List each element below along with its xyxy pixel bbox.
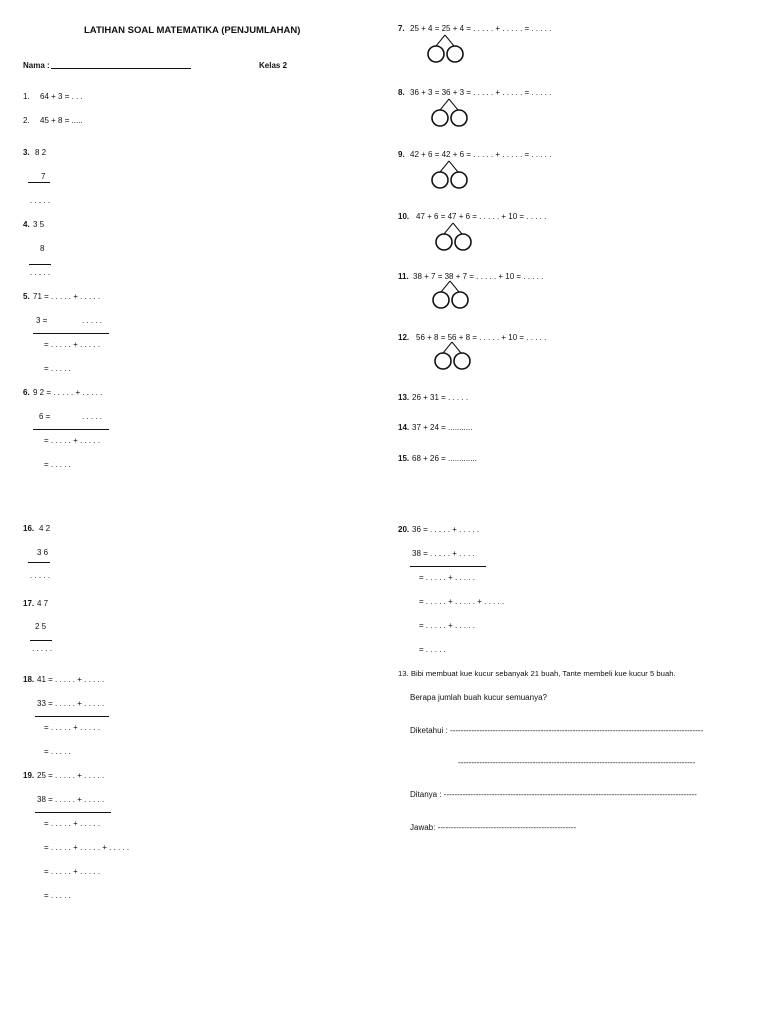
q19-line4: = . . . . . + . . . . . + . . . . .	[44, 843, 130, 852]
q4-top: 3 5	[33, 220, 45, 229]
class-label: Kelas 2	[259, 61, 288, 70]
q16-number: 16.	[23, 524, 35, 533]
q20-line3: = . . . . . + . . . . .	[419, 573, 476, 582]
number-bond-diagram	[432, 340, 474, 372]
q5-sum-line	[33, 333, 109, 334]
q3-number: 3.	[23, 148, 30, 157]
q5-line2-left: 3 =	[36, 316, 48, 325]
q2-text: 45 + 8 = .....	[40, 116, 83, 125]
q17-number: 17.	[23, 599, 35, 608]
q20-line5: = . . . . . + . . . . .	[419, 621, 476, 630]
q5-line2-right: . . . . .	[82, 316, 103, 325]
q10-number: 10.	[398, 212, 410, 221]
number-bond-diagram	[429, 97, 471, 129]
q4-sum-line	[29, 264, 51, 265]
q4-addend: 8	[40, 244, 45, 253]
ditanya-field[interactable]: Ditanya : -----------------------------------------------------------------------------------------------	[410, 790, 697, 799]
story-problem-line1: 13. Bibi membuat kue kucur sebanyak 21 buah, Tante membeli kue kucur 5 buah.	[398, 669, 676, 678]
q1-text: 64 + 3 = . . .	[40, 92, 83, 101]
q6-number: 6.	[23, 388, 30, 397]
q19-line1: 25 = . . . . . + . . . . .	[37, 771, 105, 780]
q2-number: 2.	[23, 116, 30, 125]
q19-line5: = . . . . . + . . . . .	[44, 867, 101, 876]
q11-text: 38 + 7 = 38 + 7 = . . . . . + 10 = . . . . .	[413, 272, 544, 281]
q16-sum-line	[28, 562, 50, 563]
q18-line2: 33 = . . . . . + . . . . .	[37, 699, 105, 708]
q9-number: 9.	[398, 150, 405, 159]
q3-addend: 7	[41, 172, 46, 181]
q17-sum-line	[30, 640, 52, 641]
q11-number: 11.	[398, 272, 409, 281]
q7-text: 25 + 4 = 25 + 4 = . . . . . + . . . . . = . . . . .	[410, 24, 552, 33]
worksheet-title: LATIHAN SOAL MATEMATIKA (PENJUMLAHAN)	[84, 25, 301, 36]
q19-number: 19.	[23, 771, 35, 780]
q12-text: 56 + 8 = 56 + 8 = . . . . . + 10 = . . . . .	[416, 333, 547, 342]
q8-text: 36 + 3 = 36 + 3 = . . . . . + . . . . . = . . . . .	[410, 88, 552, 97]
q16-addend: 3 6	[37, 548, 49, 557]
q14-text: 37 + 24 = ...........	[412, 423, 473, 432]
q7-number: 7.	[398, 24, 405, 33]
q19-line2: 38 = . . . . . + . . . . .	[37, 795, 105, 804]
q18-line3: = . . . . . + . . . . .	[44, 723, 101, 732]
q18-line1: 41 = . . . . . + . . . . .	[37, 675, 105, 684]
diketahui-field-line2[interactable]: -----------------------------------------------------------------------------------------	[458, 758, 696, 767]
q6-line2-left: 6 =	[39, 412, 51, 421]
q1-number: 1.	[23, 92, 30, 101]
q3-answer: . . . . .	[30, 196, 51, 205]
q19-sum-line	[35, 812, 111, 813]
q17-addend: 2 5	[35, 622, 47, 631]
q4-answer: . . . . .	[30, 268, 51, 277]
q20-line1: 36 = . . . . . + . . . . .	[412, 525, 480, 534]
q17-answer: . . . . .	[32, 644, 53, 653]
q14-number: 14.	[398, 423, 410, 432]
name-blank-line	[51, 68, 191, 69]
q10-text: 47 + 6 = 47 + 6 = . . . . . + 10 = . . . . .	[416, 212, 547, 221]
q20-line4: = . . . . . + . . . . . + . . . . .	[419, 597, 505, 606]
q13-number: 13.	[398, 393, 410, 402]
name-label: Nama :	[23, 61, 50, 70]
story-problem-line2: Berapa jumlah buah kucur semuanya?	[410, 693, 547, 702]
q6-sum-line	[33, 429, 109, 430]
q6-line3: = . . . . . + . . . . .	[44, 436, 101, 445]
number-bond-diagram	[433, 221, 475, 253]
q20-number: 20.	[398, 525, 410, 534]
q6-line2-right: . . . . .	[82, 412, 103, 421]
number-bond-diagram	[430, 279, 472, 311]
diketahui-field[interactable]: Diketahui : -----------------------------------------------------------------------------------------------	[410, 726, 704, 735]
q19-line3: = . . . . . + . . . . .	[44, 819, 101, 828]
q4-number: 4.	[23, 220, 30, 229]
number-bond-diagram	[429, 159, 471, 191]
q18-sum-line	[35, 716, 109, 717]
q15-number: 15.	[398, 454, 410, 463]
number-bond-diagram	[425, 33, 467, 65]
q12-number: 12.	[398, 333, 410, 342]
q9-text: 42 + 6 = 42 + 6 = . . . . . + . . . . . = . . . . .	[410, 150, 552, 159]
q5-line4: = . . . . .	[44, 364, 71, 373]
q20-line6: = . . . . .	[419, 645, 446, 654]
q16-top: 4 2	[39, 524, 51, 533]
q5-line1: 71 = . . . . . + . . . . .	[33, 292, 101, 301]
q15-text: 68 + 26 = .............	[412, 454, 477, 463]
q16-answer: . . . . .	[30, 571, 51, 580]
q5-line3: = . . . . . + . . . . .	[44, 340, 101, 349]
q6-line4: = . . . . .	[44, 460, 71, 469]
q19-line6: = . . . . .	[44, 891, 71, 900]
q3-top: 8 2	[35, 148, 47, 157]
q3-sum-line	[28, 182, 50, 183]
q20-sum-line	[410, 566, 486, 567]
q8-number: 8.	[398, 88, 405, 97]
q13-text: 26 + 31 = . . . . .	[412, 393, 469, 402]
q18-line4: = . . . . .	[44, 747, 71, 756]
q17-top: 4 7	[37, 599, 49, 608]
jawab-field[interactable]: Jawab: ----------------------------------------------------	[410, 823, 577, 832]
q6-line1: 9 2 = . . . . . + . . . . .	[33, 388, 103, 397]
q18-number: 18.	[23, 675, 35, 684]
q20-line2: 38 = . . . . . + . . . .	[412, 549, 475, 558]
q5-number: 5.	[23, 292, 30, 301]
